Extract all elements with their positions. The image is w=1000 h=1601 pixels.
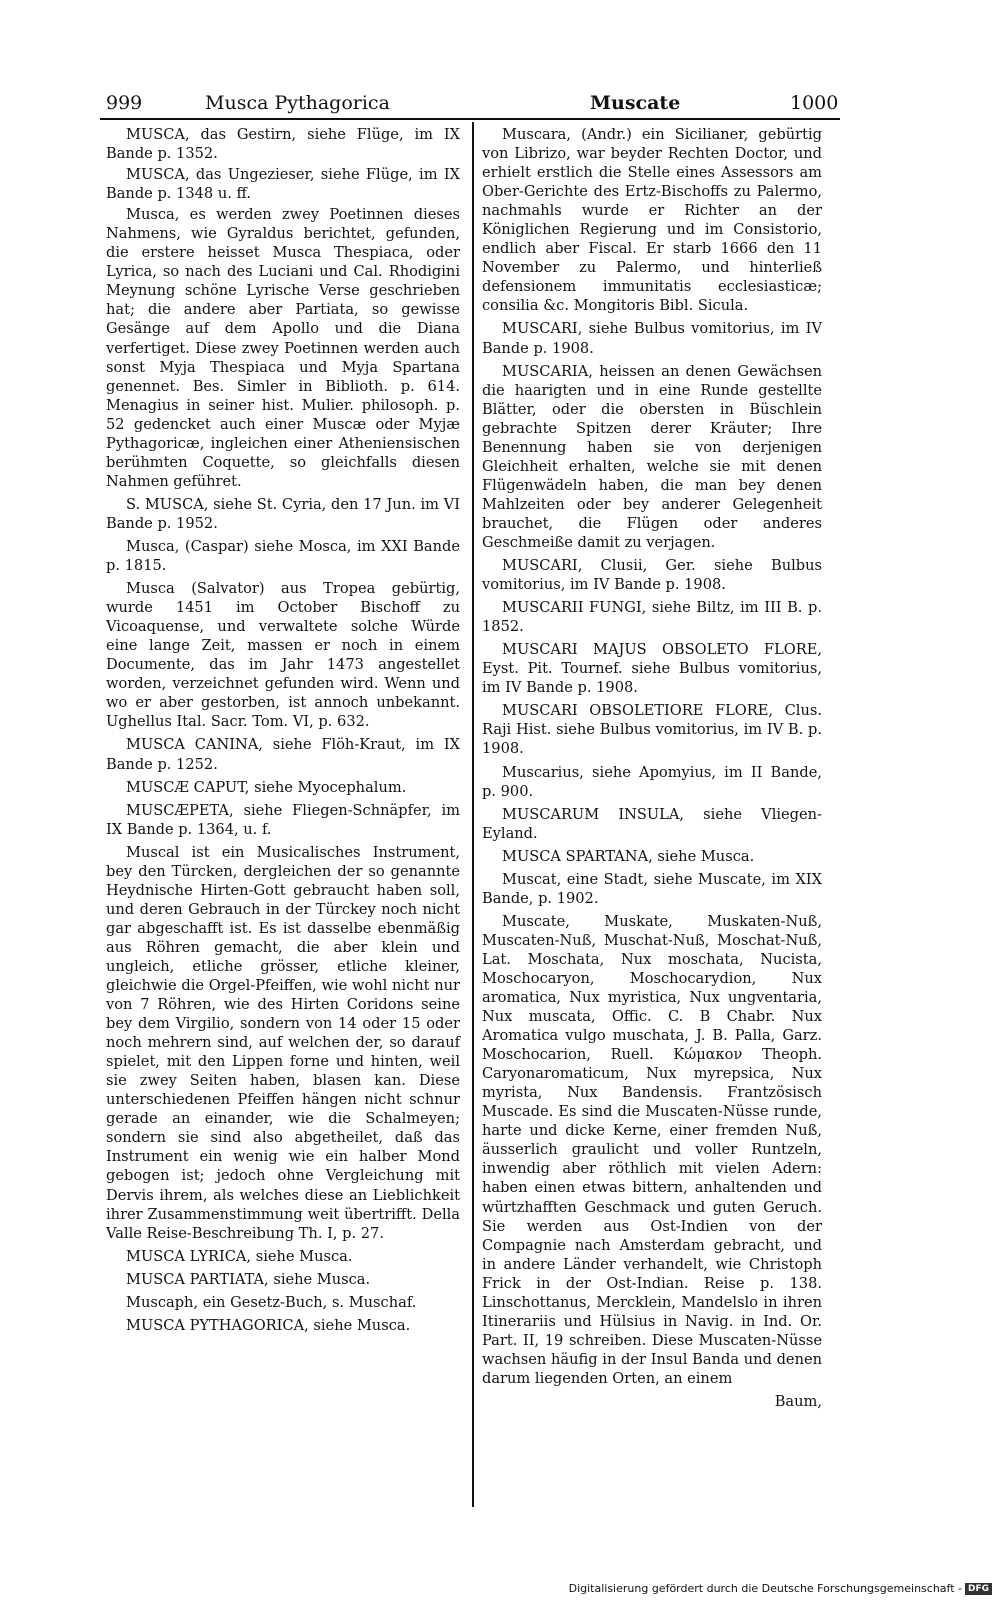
page-number-right: 1000	[790, 92, 839, 114]
column-divider	[472, 122, 474, 1507]
entry-muscara: Muscara, (Andr.) ein Sicilianer, gebürtig von Librizo, war beyder Rechten Doctor, und erhielt erstlich die Stelle eines Assessors am Ober-Gerichte des Ertz-Bischoffs zu Palermo, nachmahls wurde er Richter an der Königlichen Regierung und im Consistorio, endlich aber Fiscal. Er starb 1666 den 11 November zu Palermo, und hinterließ defensionem immunitatis ecclesiasticæ; consilia &c. Mongitoris Bibl. Sicula.	[482, 126, 822, 315]
left-column	[106, 125, 460, 1339]
entry-musca-lyrica: MUSCA LYRICA, siehe Musca.	[126, 1247, 353, 1265]
entry-muscari: MUSCARI, siehe Bulbus vomitorius, im IV Bande p. 1908.	[482, 320, 822, 357]
entry-muscari-majus: MUSCARI MAJUS OBSOLETO FLORE, Eyst. Pit. Tournef. siehe Bulbus vomitorius, im IV Bande p. 1908.	[482, 641, 822, 697]
entry-muscate: Muscate, Muskate, Muskaten-Nuß, Muscaten-Nuß, Muschat-Nuß, Moschat-Nuß, Lat. Moschata, Nux moschata, Nucista, Moschocaryon, Moschocarydion, Nux aromatica, Nux myristica, Nux ungventaria, Nux muscata, Offic. C. B Chabr. Nux Aromatica vulgo muschata, J. B. Palla, Garz. Moschocarion, Ruell. Κώμακον Theoph. Caryonaromaticum, Nux myrepsica, Nux myrista, Nux Bandensis. Frantzösisch Muscade. Es sind die Muscaten-Nüsse runde, harte und dicke Kerne, einer fremden Nuß, äusserlich graulicht und voller Runtzeln, inwendig aber röthlich mit vielen Adern: haben einen etwas bittern, anhaltenden und würtzhafften Geschmack und guten Geruch. Sie werden aus Ost-Indien von der Compagnie nach Amsterdam gebracht, und in andere Länder verhandelt, wie Christoph Frick in der Ost-Indian. Reise p. 138. Linschottanus, Mercklein, Mandelslo in ihren Itinerariis und Hülsius in Navig. in Ind. Or. Part. II, 19 schreiben. Diese Muscaten-Nüsse wachsen häufig in der Insul Banda und denen darum liegenden Orten, an einem	[482, 912, 822, 1387]
entry-musca-pythagorica: MUSCA PYTHAGORICA, siehe Musca.	[126, 1316, 411, 1334]
entry-musca-caspar: Musca, (Caspar) siehe Mosca, im XXI Bande p. 1815.	[106, 537, 460, 575]
entry-muscari-clusii: MUSCARI, Clusii, Ger. siehe Bulbus vomitorius, im IV Bande p. 1908.	[482, 557, 822, 594]
entry-musca-gestirn: MUSCA, das Gestirn, siehe Flüge, im IX Bande p. 1352.	[106, 126, 460, 163]
entry-musca-poetinnen: Musca, es werden zwey Poetinnen dieses Nahmens, wie Gyraldus berichtet, gefunden, die erstere heisset Musca Thespiaca, oder Lyrica, so nach des Luciani und Cal. Rhodigini Meynung schöne Lyrische Verse geschrieben hat; die andere aber Partiata, so gewisse Gesänge auf dem Apollo und die Diana verfertiget. Diese zwey Poetinnen werden auch sonst Myja Thespiaca und Myja Spartana genennet. Bes. Simler in Biblioth. p. 614. Menagius in seiner hist. Mulier. philosoph. p. 52 gedencket auch einer Muscæ oder Myjæ Pythagoricæ, ingleichen einer Atheniensischen berühmten Coquette, so gleichfalls diesen Nahmen geführet.	[106, 206, 460, 490]
entry-muscal: Muscal ist ein Musicalisches Instrument, bey den Türcken, dergleichen der so genannte Heydnische Hirten-Gott gebraucht haben soll, und deren Gebrauch in der Türckey noch nicht gar abgeschafft ist. Es ist dasselbe ebenmäßig aus Röhren gemacht, die aber klein und ungleich, etliche grösser, etliche kleiner, gleichwie die Orgel-Pfeiffen, wie wohl nicht nur von 7 Röhren, wie des Hirten Coridons seine bey dem Virgilio, sondern von 14 oder 15 oder noch mehrern sind, auf welchen der, so darauf spielet, mit den Lippen forne und hinten, weil sie zwey Seiten haben, blasen kan. Diese unterschiedenen Pfeiffen hängen nicht schnur gerade an einander, wie die Schalmeyen; sondern sie sind also abgetheilet, daß das Instrument ein wenig wie ein halber Mond gebogen ist; jedoch ohne Vergleichung mit Dervis ihrem, als welches diese an Lieblichkeit ihrer Zusammenstimmung weit übertrifft. Della Valle Reise-Beschreibung Th. I, p. 27.	[106, 843, 460, 1242]
entry-muscari-obsoletiore: MUSCARI OBSOLETIORE FLORE, Clus. Raji Hist. siehe Bulbus vomitorius, im IV B. p. 1908.	[482, 702, 822, 758]
entry-muscaria: MUSCARIA, heissen an denen Gewächsen die haarigten und in eine Runde gestellte Blätter, oder die obersten in Büschlein gebrachte Spitzen derer Kräuter; Ihre Benennung haben sie von derjenigen Gleichheit erhalten, welche sie mit denen Flügenwädeln haben, die man bey denen Mahlzeiten oder bey anderer Gelegenheit brauchet, die Flügen oder anderes Geschmeiße damit zu verjagen.	[482, 362, 822, 551]
entry-musca-spartana: MUSCA SPARTANA, siehe Musca.	[502, 847, 755, 865]
entry-muscarum-insula: MUSCARUM INSULA, siehe Vliegen-Eyland.	[482, 805, 822, 842]
dfg-logo: DFG	[965, 1583, 992, 1595]
catchword: Baum,	[774, 1393, 822, 1410]
entry-muscarii-fungi: MUSCARII FUNGI, siehe Biltz, im III B. p. 1852.	[482, 599, 822, 636]
entry-muscarius: Muscarius, siehe Apomyius, im II Bande, p. 900.	[482, 763, 822, 800]
right-column	[482, 125, 822, 1411]
entry-muscae-caput: MUSCÆ CAPUT, siehe Myocephalum.	[126, 778, 407, 796]
entry-muscaph: Muscaph, ein Gesetz-Buch, s. Muschaf.	[126, 1293, 417, 1311]
running-title-right: Muscate	[590, 92, 681, 114]
running-title-left: Musca Pythagorica	[205, 92, 390, 114]
entry-musca-ungeziefer: MUSCA, das Ungezieser, siehe Flüge, im IX Bande p. 1348 u. ff.	[106, 166, 460, 203]
funding-notice	[569, 1580, 992, 1598]
entry-s-musca: S. MUSCA, siehe St. Cyria, den 17 Jun. im VI Bande p. 1952.	[106, 495, 460, 532]
entry-muscat-stadt: Muscat, eine Stadt, siehe Muscate, im XIX Bande, p. 1902.	[482, 870, 822, 907]
entry-musca-canina: MUSCA CANINA, siehe Flöh-Kraut, im IX Bande p. 1252.	[106, 736, 460, 773]
entry-musca-salvator: Musca (Salvator) aus Tropea gebürtig, wurde 1451 im October Bischoff zu Vicoaquense, und verwaltete solche Würde eine lange Zeit, massen er noch in einem Documente, das im Jahr 1473 angestellet worden, verzeichnet gefunden wird. Wenn und wo er aber gestorben, ist annoch unbekannt. Ughellus Ital. Sacr. Tom. VI, p. 632.	[106, 580, 460, 731]
funding-text: Digitalisierung gefördert durch die Deutsche Forschungsgemeinschaft -	[568, 1582, 962, 1595]
page-number-left: 999	[106, 92, 143, 114]
entry-muscaepeta: MUSCÆPETA, siehe Fliegen-Schnäpfer, im IX Bande p. 1364, u. f.	[106, 801, 460, 838]
entry-musca-partiata: MUSCA PARTIATA, siehe Musca.	[126, 1270, 371, 1288]
header-rule	[100, 118, 840, 120]
